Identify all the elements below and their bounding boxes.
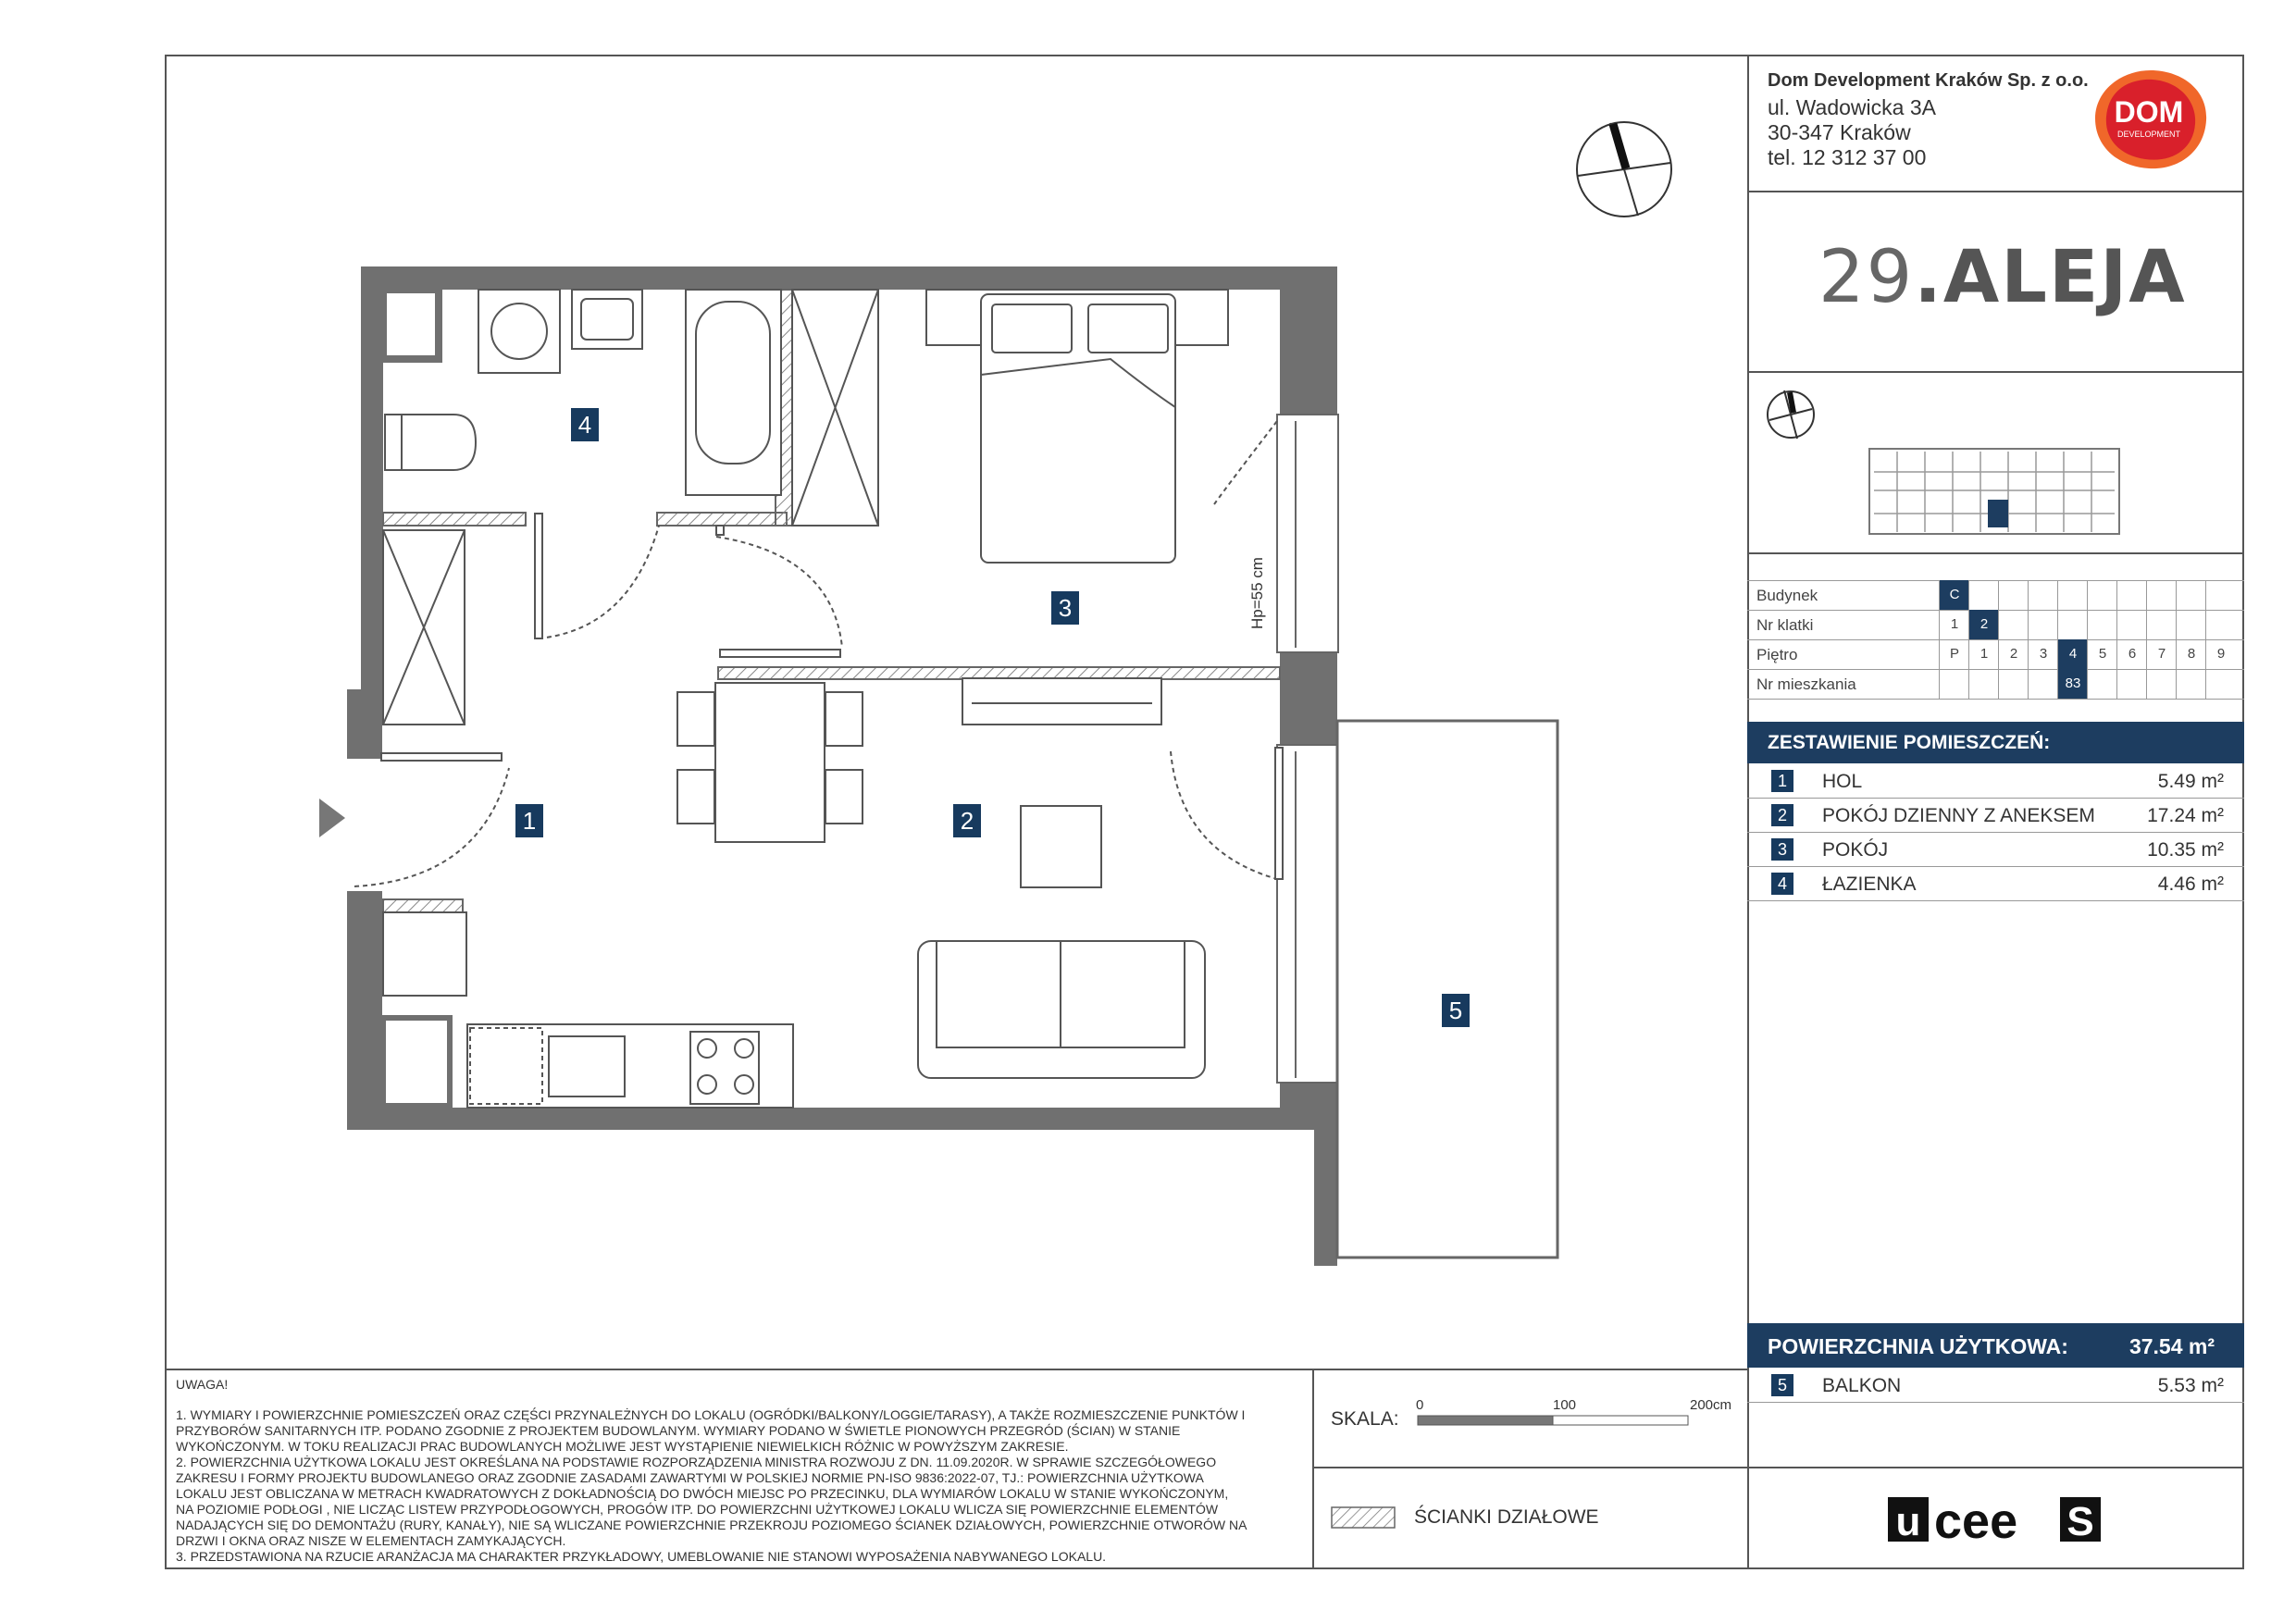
company-name: Dom Development Kraków Sp. z o.o. — [1768, 70, 2089, 91]
total-area-value: 37.54 m² — [2128, 1334, 2215, 1358]
location-grid-cell: P — [1939, 639, 1969, 669]
location-grid-cell — [2176, 580, 2206, 610]
location-grid-cell — [2176, 610, 2206, 639]
room-area: 17.24 m² — [2147, 805, 2224, 826]
living-furniture — [677, 678, 1205, 1078]
extra-areas-list — [1747, 1369, 2244, 1403]
location-grid-cell — [2116, 610, 2147, 639]
location-grid-cell: 3 — [2028, 639, 2058, 669]
dom-development-logo — [2090, 67, 2212, 174]
scale-divider — [1312, 1369, 1314, 1569]
location-grid-cell — [2087, 610, 2117, 639]
location-grid-row — [1747, 610, 2244, 640]
location-grid-cell — [2205, 669, 2236, 699]
location-grid-cell — [2205, 580, 2236, 610]
note-line: LOKALU JEST OBLICZANA W METRACH KWADRATOWYCH Z DOKŁADNOŚCIĄ DO DWÓCH MIEJSC PO PRZECINKU, DLA WYMIARÓW LOKALU W STANIE WYKOŃCZONYM, — [176, 1486, 1229, 1501]
bedroom-furniture — [926, 290, 1228, 563]
rooms-summary-title: ZESTAWIENIE POMIESZCZEŃ: — [1768, 732, 2051, 753]
ucees-logo — [1888, 1493, 2110, 1545]
north-compass — [1577, 122, 1671, 217]
room-name: ŁAZIENKA — [1822, 873, 1917, 895]
location-grid-cell — [1968, 580, 1999, 610]
company-phone: tel. 12 312 37 00 — [1768, 145, 1927, 169]
room-number: 2 — [1771, 804, 1793, 826]
plan-room-3: 3 — [1051, 591, 1079, 625]
location-grid-cell: 8 — [2176, 639, 2206, 669]
note-line: 1. WYMIARY I POWIERZCHNIE POMIESZCZEŃ ORAZ CZĘŚCI PRZYNALEŻNYCH DO LOKALU (OGRÓDKI/BALKONY/LOGGIE/TARASY), A TAKŻE ROZMIESZCZENIE PUNKTÓW I — [176, 1407, 1246, 1422]
project-logo — [1818, 236, 2187, 319]
room-number: 1 — [1771, 770, 1793, 792]
sidebar-sep — [1747, 1467, 2244, 1468]
location-grid-cell: C — [1939, 580, 1969, 610]
location-grid-cell: 7 — [2146, 639, 2177, 669]
company-address-1: ul. Wadowicka 3A — [1768, 95, 1936, 119]
balcony — [1337, 721, 1558, 1258]
hall-wardrobe — [383, 530, 465, 725]
location-grid-cell: 1 — [1968, 639, 1999, 669]
room-row — [1747, 1369, 2244, 1403]
room-area: 5.53 m² — [2157, 1375, 2224, 1396]
location-grid-cell: 9 — [2205, 639, 2236, 669]
note-line: ZAKRESU I FORMY PROJEKTU BUDOWLANEGO ORAZ ZGODNIE ZASADAMI ZAWARTYMI W POLSKIEJ NORMIE PN-ISO 9836:2022-07, TJ.: POWIERZCHNIA UŻYTKOWA — [176, 1470, 1204, 1485]
location-grid-cell: 83 — [2057, 669, 2088, 699]
note-line: PRZYBORÓW SANITARNYCH ITP. PODANO ZGODNIE Z PROJEKTEM BUDOWLANYM. WYMIARY PODANO W ŚWIETLE PIONOWYCH PRZEGRÓD (ŚCIAN) W STANIE — [176, 1423, 1181, 1438]
scale-tick-0: 0 — [1416, 1397, 1424, 1413]
sidebar-sep — [1747, 191, 2244, 192]
location-grid-cell: 1 — [1939, 610, 1969, 639]
location-grid-row — [1747, 639, 2244, 670]
svg-text:u: u — [1895, 1499, 1921, 1544]
plan-room-5: 5 — [1442, 994, 1470, 1027]
scale-label: SKALA: — [1331, 1408, 1399, 1430]
location-grid-cell — [1998, 580, 2029, 610]
location-grid-cell — [2146, 669, 2177, 699]
room-row — [1747, 764, 2244, 799]
location-grid-cell — [2146, 610, 2177, 639]
note-line: WYKOŃCZONYM. W TOKU REALIZACJI PRAC BUDOWLANYCH MOŻLIWE JEST WYSTĄPIENIE NIEWIELKICH RÓŻNIC W POWYŻSZYM ZAKRESIE. — [176, 1439, 1069, 1454]
location-grid-cell — [2028, 610, 2058, 639]
partition-wall-swatch — [1331, 1506, 1396, 1529]
location-grid-cell — [2087, 669, 2117, 699]
plan-room-4: 4 — [571, 408, 599, 441]
location-grid-cell — [1968, 669, 1999, 699]
location-grid-cell — [2176, 669, 2206, 699]
room-number: 4 — [1771, 873, 1793, 895]
location-grid-label: Budynek — [1756, 587, 1818, 604]
room-area: 4.46 m² — [2157, 873, 2224, 895]
entrance-arrow — [319, 799, 345, 837]
sidebar-sep — [1747, 371, 2244, 373]
windows — [1277, 415, 1338, 1083]
building-key-plan — [1758, 379, 2240, 551]
logo-sub: DEVELOPMENT — [2116, 130, 2181, 139]
bathroom-fixtures — [385, 290, 878, 526]
scale-tick-200: 200cm — [1690, 1397, 1732, 1413]
room-row — [1747, 867, 2244, 901]
note-line: NA POZIOMIE PODŁOGI , NIE LICZĄC LISTEW PRZYPODŁOGOWYCH, PROGÓW ITP. DO POWIERZCHNI UŻYTKOWEJ LOKALU WLICZA SIĘ POWIERZCHNIE ELEMENTÓW — [176, 1502, 1219, 1517]
room-number: 5 — [1771, 1374, 1793, 1396]
location-grid-cell — [1939, 669, 1969, 699]
svg-text:S: S — [2066, 1499, 2094, 1544]
location-grid-cell: 2 — [1998, 639, 2029, 669]
partition-wall-label: ŚCIANKI DZIAŁOWE — [1414, 1506, 1599, 1528]
location-grid-cell — [2087, 580, 2117, 610]
scale-legend-divider — [1312, 1467, 1749, 1468]
note-line: 3. PRZEDSTAWIONA NA RZUCIE ARANŻACJA MA CHARAKTER PRZYKŁADOWY, UMEBLOWANIE NIE STANOWI WYPOSAŻENIA NABYWANEGO LOKALU. — [176, 1549, 1107, 1564]
notes-divider — [165, 1369, 1749, 1370]
location-grid-cell — [2116, 669, 2147, 699]
location-grid-cell — [2205, 610, 2236, 639]
location-grid-label: Piętro — [1756, 646, 1798, 663]
window-height-note: Hp=55 cm — [1248, 557, 1266, 629]
project-logo-number: 29 — [1818, 236, 1915, 319]
notes-body — [176, 1407, 1305, 1565]
room-name: POKÓJ DZIENNY Z ANEKSEM — [1822, 805, 2095, 826]
rooms-summary-header — [1747, 722, 2244, 763]
location-grid-label: Nr mieszkania — [1756, 675, 1856, 693]
location-grid-cell: 2 — [1968, 610, 1999, 639]
location-grid-cell: 6 — [2116, 639, 2147, 669]
location-grid-cell — [1998, 669, 2029, 699]
room-name: BALKON — [1822, 1375, 1902, 1396]
sidebar-sep — [1747, 552, 2244, 554]
location-grid-row — [1747, 669, 2244, 700]
total-area-bar — [1747, 1323, 2244, 1368]
location-grid-cell — [2057, 580, 2088, 610]
plan-room-2: 2 — [953, 804, 981, 837]
location-grid-cell — [2116, 580, 2147, 610]
location-grid-cell: 5 — [2087, 639, 2117, 669]
note-line: 2. POWIERZCHNIA UŻYTKOWA LOKALU JEST OKREŚLANA NA PODSTAWIE ROZPORZĄDZENIA MINISTRA ROZWOJU Z DN. 11.09.2020R. W SPRAWIE SZCZEGÓŁOWEGO — [176, 1455, 1217, 1469]
location-grid — [1747, 580, 2244, 700]
notes-title: UWAGA! — [176, 1377, 229, 1392]
room-area: 5.49 m² — [2157, 771, 2224, 792]
total-area-label: POWIERZCHNIA UŻYTKOWA: — [1768, 1334, 2068, 1358]
room-number: 3 — [1771, 838, 1793, 861]
project-logo-text: .ALEJA — [1914, 236, 2187, 319]
plan-room-1: 1 — [515, 804, 543, 837]
room-name: POKÓJ — [1822, 839, 1889, 861]
svg-text:cee: cee — [1934, 1493, 2018, 1545]
location-grid-cell — [2028, 580, 2058, 610]
location-grid-cell — [1998, 610, 2029, 639]
location-grid-label: Nr klatki — [1756, 616, 1814, 634]
rooms-summary-list — [1747, 764, 2244, 901]
room-name: HOL — [1822, 771, 1863, 792]
room-area: 10.35 m² — [2147, 839, 2224, 861]
room-row — [1747, 799, 2244, 833]
location-grid-cell — [2146, 580, 2177, 610]
scale-tick-100: 100 — [1553, 1397, 1577, 1413]
note-line: NADAJĄCYCH SIĘ DO DEMONTAŻU (RURY, KANAŁY), NIE SĄ WLICZANE POWIERZCHNIE PRZEKROJU POZIOMEGO ŚCIANEK DZIAŁOWYCH, POWIERZCHNIE OTWORÓW NA — [176, 1518, 1247, 1532]
location-grid-row — [1747, 580, 2244, 611]
location-grid-cell — [2028, 669, 2058, 699]
note-line: DRZWI I OKNA ORAZ NISZE W ELEMENTACH ZAMYKAJĄCYCH. — [176, 1533, 566, 1548]
logo-text: DOM — [2114, 95, 2184, 129]
company-address-2: 30-347 Kraków — [1768, 120, 1911, 144]
location-grid-cell: 4 — [2057, 639, 2088, 669]
location-grid-cell — [2057, 610, 2088, 639]
room-row — [1747, 833, 2244, 867]
